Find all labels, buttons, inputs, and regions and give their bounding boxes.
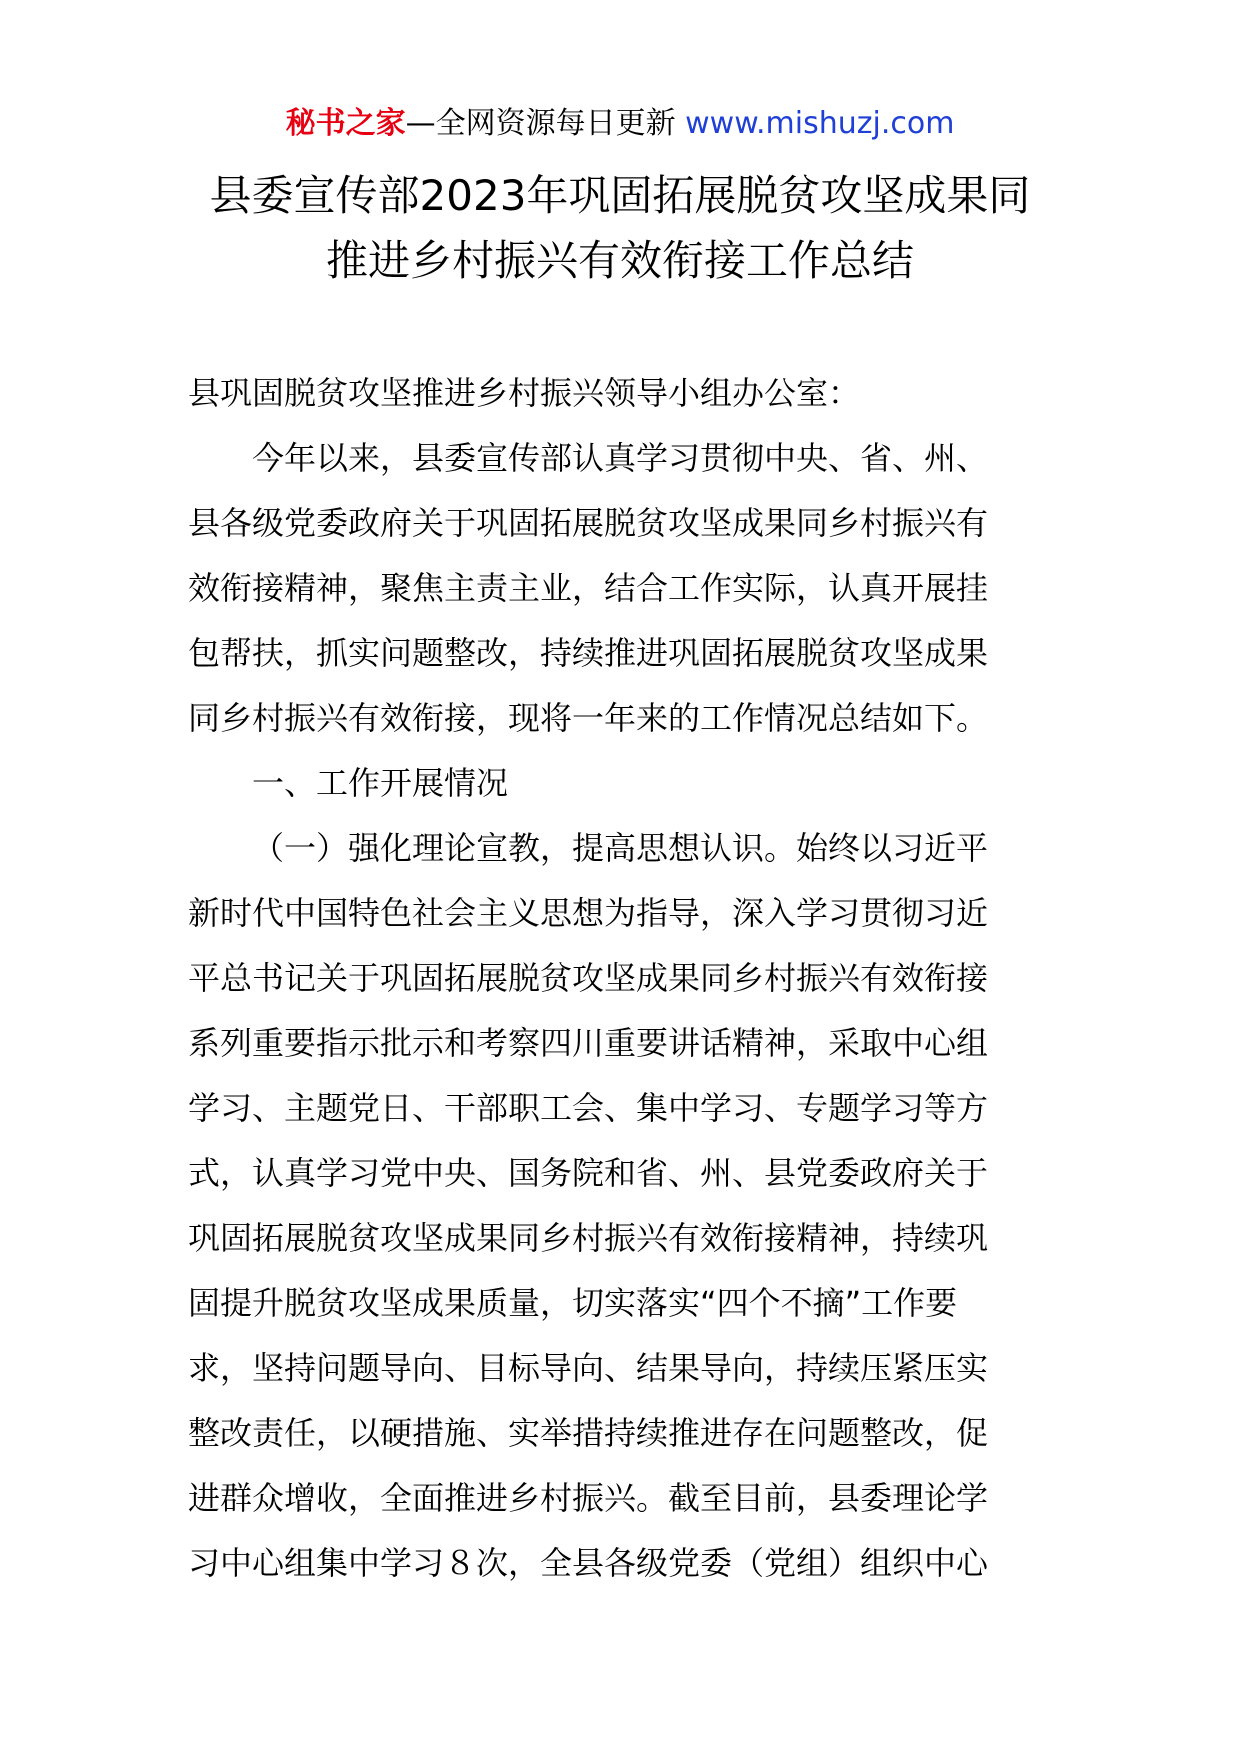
- document-body: [188, 361, 1058, 1596]
- document-title-line-2: 推进乡村振兴有效衔接工作总结: [325, 236, 914, 285]
- site-brand: 秘书之家: [285, 106, 406, 141]
- paragraph-line: 习中心组集中学习８次，全县各级党委（党组）组织中心: [188, 1544, 989, 1582]
- salutation: 县巩固脱贫攻坚推进乡村振兴领导小组办公室：: [188, 374, 861, 412]
- paragraph-line: （一）强化理论宣教，提高思想认识。始终以习近平: [252, 829, 989, 867]
- paragraph-line: 县各级党委政府关于巩固拓展脱贫攻坚成果同乡村振兴有: [188, 504, 989, 542]
- paragraph-line: 效衔接精神，聚焦主责主业，结合工作实际，认真开展挂: [188, 569, 989, 607]
- paragraph-line: 同乡村振兴有效衔接，现将一年来的工作情况总结如下。: [188, 699, 989, 737]
- paragraph-line: 巩固拓展脱贫攻坚成果同乡村振兴有效衔接精神，持续巩: [188, 1219, 989, 1257]
- site-slogan: —全网资源每日更新: [405, 106, 686, 141]
- paragraph-line: 式，认真学习党中央、国务院和省、州、县党委政府关于: [188, 1154, 989, 1192]
- paragraph-line: 整改责任，以硬措施、实举措持续推进存在问题整改，促: [188, 1414, 989, 1452]
- site-url-link[interactable]: www.mishuzj.com: [685, 106, 955, 141]
- paragraph-line: 今年以来，县委宣传部认真学习贯彻中央、省、州、: [252, 439, 989, 477]
- paragraph-line: 固提升脱贫攻坚成果质量，切实落实“四个不摘”工作要: [188, 1284, 958, 1322]
- paragraph-line: 平总书记关于巩固拓展脱贫攻坚成果同乡村振兴有效衔接: [188, 959, 989, 997]
- paragraph-line: 系列重要指示批示和考察四川重要讲话精神，采取中心组: [188, 1024, 989, 1062]
- paragraph-line: 新时代中国特色社会主义思想为指导，深入学习贯彻习近: [188, 894, 989, 932]
- document-title-line-1: 县委宣传部2023年巩固拓展脱贫攻坚成果同: [209, 171, 1031, 220]
- section-heading: 一、工作开展情况: [252, 764, 509, 802]
- paragraph-line: 包帮扶，抓实问题整改，持续推进巩固拓展脱贫攻坚成果: [188, 634, 989, 672]
- paragraph-line: 进群众增收，全面推进乡村振兴。截至目前，县委理论学: [188, 1479, 989, 1517]
- site-banner: [0, 100, 1240, 148]
- paragraph-line: 学习、主题党日、干部职工会、集中学习、专题学习等方: [188, 1089, 989, 1127]
- paragraph-line: 求，坚持问题导向、目标导向、结果导向，持续压紧压实: [188, 1349, 989, 1387]
